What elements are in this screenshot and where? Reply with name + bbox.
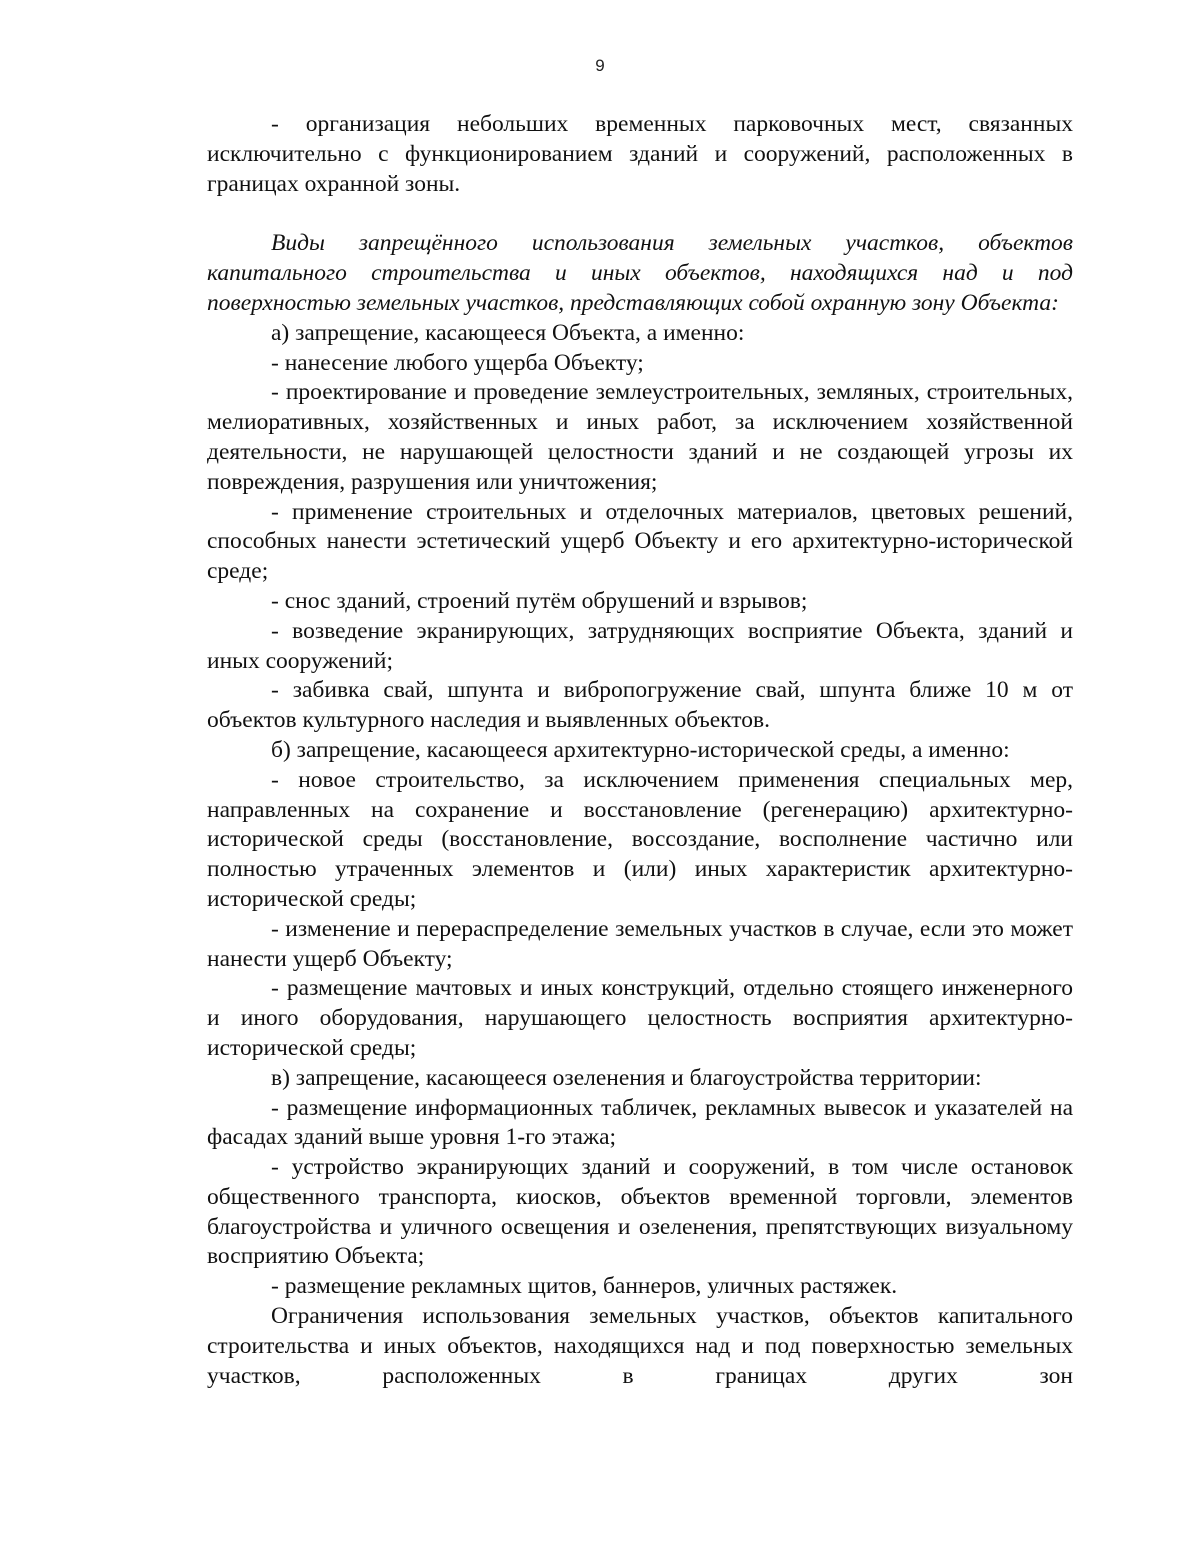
paragraph-signs: - размещение информационных табличек, рекламных вывесок и указателей на фасадах зданий выше уровня 1-го этажа; — [207, 1094, 1073, 1151]
paragraph-item-v: в) запрещение, касающееся озеленения и благоустройства территории: — [271, 1064, 982, 1091]
paragraph-screening-structures: - устройство экранирующих зданий и сооружений, в том числе остановок общественного транспорта, киосков, объектов временной торговли, элементов благоустройства и уличного освещения и озеленения, препятствующих визуальному восприятию Объекта; — [207, 1154, 1073, 1270]
paragraph-parking: - организация небольших временных парковочных мест, связанных исключительно с функционированием зданий и сооружений, расположенных в границах охранной зоны. — [207, 111, 1073, 197]
paragraph-land-redistribution: - изменение и перераспределение земельных участков в случае, если это может нанести ущерб Объекту; — [207, 915, 1073, 972]
document-body — [207, 110, 1073, 1391]
paragraph-item-b: б) запрещение, касающееся архитектурно-исторической среды, а именно: — [271, 736, 1010, 763]
paragraph-restrictions: Ограничения использования земельных участков, объектов капитального строительства и иных объектов, находящихся над и под поверхностью земельных участков, расположенных в границах других зон — [207, 1303, 1073, 1389]
paragraph-design-works: - проектирование и проведение землеустроительных, земляных, строительных, мелиоративных, хозяйственных и иных работ, за исключением хозяйственной деятельности, не нарушающей целостности зданий и не создающей угрозы их повреждения, разрушения или уничтожения; — [207, 379, 1073, 495]
paragraph-item-a: а) запрещение, касающееся Объекта, а именно: — [271, 319, 745, 346]
paragraph-materials: - применение строительных и отделочных материалов, цветовых решений, способных нанести эстетический ущерб Объекту и его архитектурно-исторической среде; — [207, 498, 1073, 585]
paragraph-damage: - нанесение любого ущерба Объекту; — [271, 349, 644, 376]
section-heading-prohibited-uses: Виды запрещённого использования земельных участков, объектов капитального строительства и иных объектов, находящихся над и под поверхностью земельных участков, представляющих собой охранную зону Объекта: — [207, 230, 1073, 316]
paragraph-gap — [207, 199, 1073, 229]
paragraph-piles: - забивка свай, шпунта и вибропогружение свай, шпунта ближе 10 м от объектов культурного наследия и выявленных объектов. — [207, 677, 1073, 734]
page-number: 9 — [595, 56, 605, 75]
paragraph-demolition: - снос зданий, строений путём обрушений и взрывов; — [271, 587, 808, 614]
paragraph-billboards: - размещение рекламных щитов, баннеров, уличных растяжек. — [271, 1273, 898, 1300]
paragraph-masts: - размещение мачтовых и иных конструкций, отдельно стоящего инженерного и иного оборудования, нарушающего целостность восприятия архитектурно-исторической среды; — [207, 975, 1073, 1061]
paragraph-new-construction: - новое строительство, за исключением применения специальных мер, направленных на сохранение и восстановление (регенерацию) архитектурно-исторической среды (восстановление, воссоздание, восполнение частично или полностью утраченных элементов и (или) иных характеристик архитектурно-исторической среды; — [207, 766, 1073, 912]
paragraph-screening-buildings: - возведение экранирующих, затрудняющих восприятие Объекта, зданий и иных сооружений; — [207, 617, 1073, 674]
